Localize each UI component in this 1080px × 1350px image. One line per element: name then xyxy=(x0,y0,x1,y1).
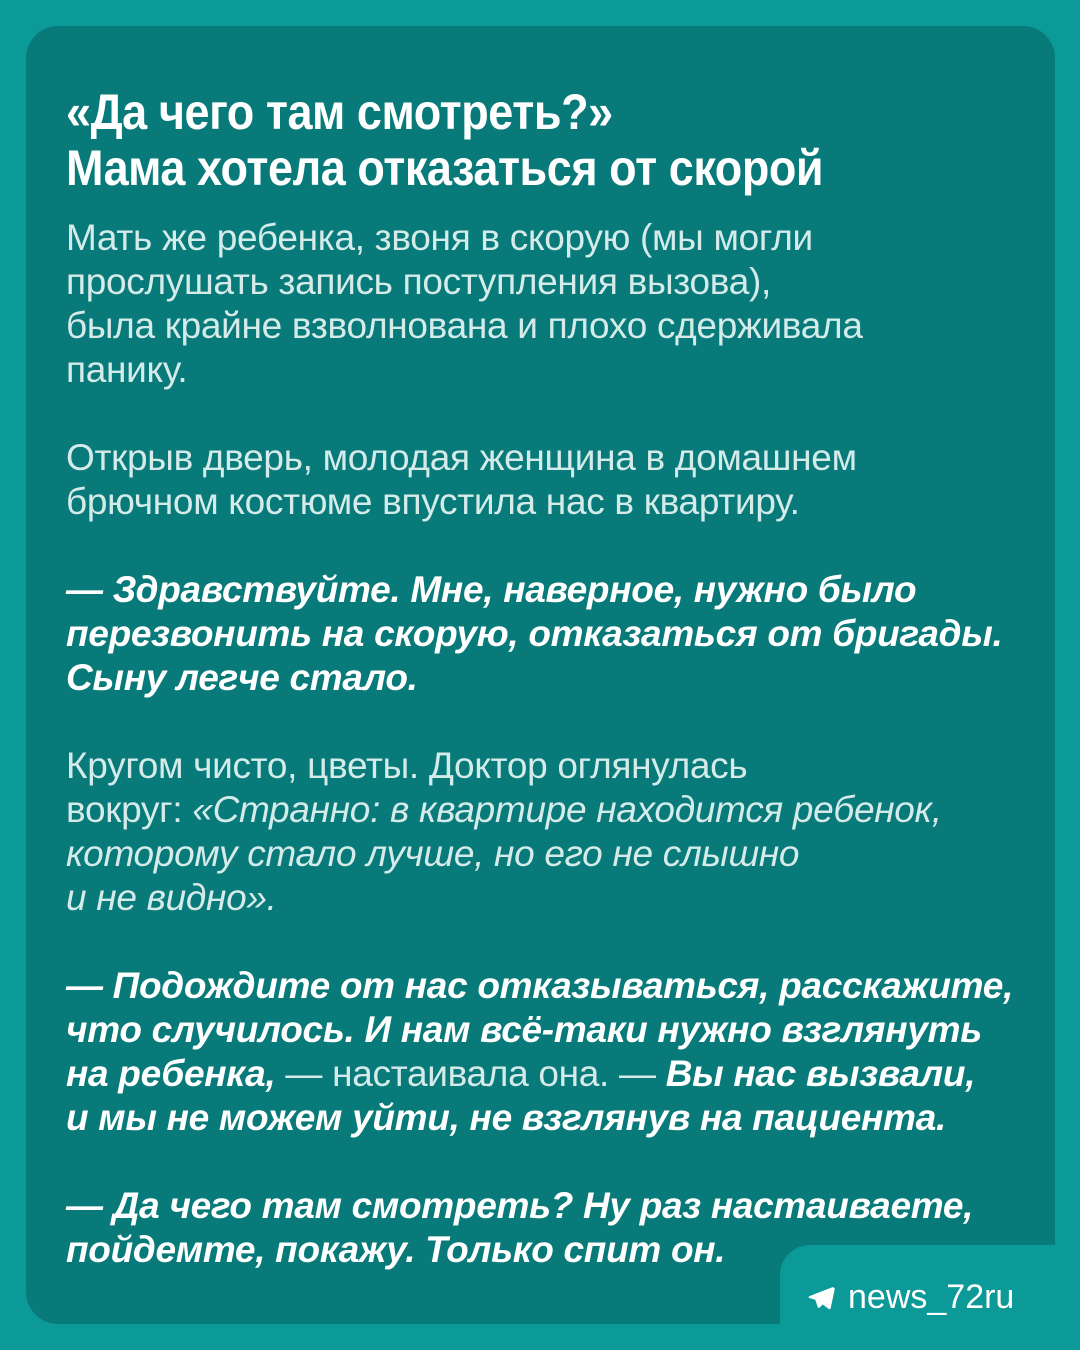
article-title xyxy=(66,84,920,196)
text-line: панику. xyxy=(66,349,188,390)
text-line: — Здравствуйте. Мне, наверное, нужно было xyxy=(66,569,917,610)
text-segment-italic: «Странно: в квартире находится ребенок, xyxy=(192,789,942,830)
text-line: Мать же ребенка, звоня в скорую (мы могли xyxy=(66,217,813,258)
text-segment: вокруг: xyxy=(66,789,193,830)
text-segment-plain: — настаивала она. — xyxy=(275,1053,666,1094)
text-line: Кругом чисто, цветы. Доктор оглянулась xyxy=(66,745,748,786)
text-line xyxy=(66,1052,1015,1096)
title-line-2: Мама хотела отказаться от скорой xyxy=(66,140,824,196)
paragraph-quote-mother-1 xyxy=(66,568,1015,700)
paragraph-narration-2 xyxy=(66,436,1015,524)
text-line: и не видно». xyxy=(66,877,277,918)
text-line: прослушать запись поступления вызова), xyxy=(66,261,772,302)
text-line: перезвонить на скорую, отказаться от бригады. xyxy=(66,613,1003,654)
text-line: пойдемте, покажу. Только спит он. xyxy=(66,1229,726,1270)
text-line: была крайне взволнована и плохо сдерживала xyxy=(66,305,863,346)
text-segment: Вы нас вызвали, xyxy=(665,1053,976,1094)
text-line: которому стало лучше, но его не слышно xyxy=(66,833,800,874)
source-badge[interactable] xyxy=(780,1245,1080,1350)
text-line: — Подождите от нас отказываться, расскажите, xyxy=(66,965,1014,1006)
text-line: Открыв дверь, молодая женщина в домашнем xyxy=(66,437,857,478)
paragraph-narration-3 xyxy=(66,744,1015,920)
text-line: брючном костюме впустила нас в квартиру. xyxy=(66,481,800,522)
text-line: — Да чего там смотреть? Ну раз настаиваете, xyxy=(66,1185,974,1226)
telegram-icon xyxy=(806,1283,836,1313)
article-card xyxy=(26,26,1055,1324)
text-line: что случилось. И нам всё-таки нужно взглянуть xyxy=(66,1009,982,1050)
text-segment: на ребенка, xyxy=(66,1053,276,1094)
title-line-1: «Да чего там смотреть?» xyxy=(66,84,613,140)
paragraph-narration-1 xyxy=(66,216,1015,392)
text-line: Сыну легче стало. xyxy=(66,657,418,698)
text-line: и мы не можем уйти, не взглянув на пациента. xyxy=(66,1097,946,1138)
paragraph-quote-doctor xyxy=(66,964,1015,1140)
article-body xyxy=(66,216,1015,1272)
text-line xyxy=(66,788,1015,832)
channel-name: news_72ru xyxy=(848,1278,1015,1316)
